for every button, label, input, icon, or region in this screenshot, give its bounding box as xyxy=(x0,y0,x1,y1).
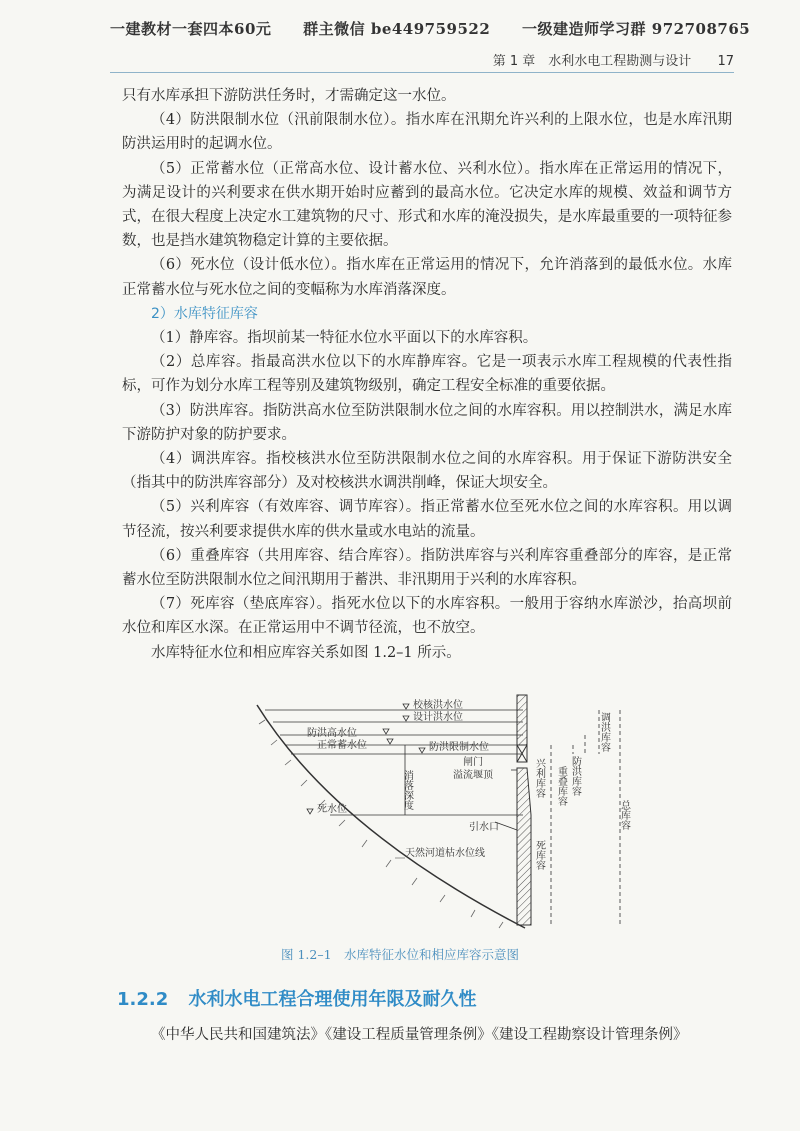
paragraph: 只有水库承担下游防洪任务时，才需确定这一水位。 xyxy=(122,88,456,104)
label-total-storage: 总库容 xyxy=(618,800,630,830)
gate xyxy=(517,745,527,762)
paragraph: （5）正常蓄水位（正常高水位、设计蓄水位、兴利水位）。指水库在正常运用的情况下，为满足设计的兴利要求在供水期开始时应蓄到的最高水位。它决定水库的规模、效益和调节方式，在很大程度上决定水工建筑物的尺寸、形式和水库的淹没损失，是水库最重要的一项特征参数，也是挡水建筑物稳定计算的主要依据。 xyxy=(122,160,732,250)
label-check-flood: 校核洪水位 xyxy=(413,700,463,711)
dam-body xyxy=(517,768,531,925)
paragraph: （2）总库容。指最高洪水位以下的水库静库容。它是一项表示水库工程规模的代表性指标，可作为划分水库工程等别及建筑物级别，确定工程安全标准的重要依据。 xyxy=(122,354,732,395)
label-dead: 死水位 xyxy=(317,804,347,815)
page-number: 17 xyxy=(717,54,734,69)
level-marker xyxy=(419,748,425,753)
paragraph: （7）死库容（垫底库容）。指死水位以下的水库容积。一般用于容纳水库淤沙，抬高坝前水位和库区水深。在正常运用中不调节径流，也不放空。 xyxy=(122,596,732,637)
paragraph: 水库特征水位和相应库容关系如图 1.2–1 所示。 xyxy=(151,644,461,661)
section-number: 1.2.2 xyxy=(117,989,169,1010)
label-flood-high: 防洪高水位 xyxy=(307,728,357,739)
level-marker xyxy=(307,809,313,814)
label-natural-low: 天然河道枯水位线 xyxy=(405,848,485,859)
reservoir-diagram xyxy=(255,690,635,935)
label-spillway: 溢流堰顶 xyxy=(453,770,493,781)
subsection-heading: 2）水库特征库容 xyxy=(151,305,258,322)
paragraph: （4）防洪限制水位（汛前限制水位）。指水库在汛期允许兴利的上限水位，也是水库汛期防洪运用时的起调水位。 xyxy=(122,112,732,153)
paragraph: （4）调洪库容。指校核洪水位至防洪限制水位之间的水库容积。用于保证下游防洪安全（指其中的防洪库容部分）及对校核洪水调洪削峰，保证大坝安全。 xyxy=(122,451,732,492)
label-flood-control: 防洪库容 xyxy=(569,756,581,796)
label-overlap: 重叠库容 xyxy=(555,766,567,806)
label-intake: 引水口 xyxy=(469,822,499,833)
watermark-item: 一级建造师学习群 972708765 xyxy=(522,20,751,38)
label-flood-limit: 防洪限制水位 xyxy=(429,742,489,753)
label-flood-routing: 调洪库容 xyxy=(598,712,610,752)
paragraph: （6）重叠库容（共用库容、结合库容）。指防洪库容与兴利库容重叠部分的库容，是正常蓄水位至防洪限制水位之间汛期用于蓄洪、非汛期用于兴利的水库容积。 xyxy=(122,547,732,589)
label-normal: 正常蓄水位 xyxy=(317,740,367,751)
reservoir-diagram-svg xyxy=(255,690,635,935)
body-text xyxy=(122,84,732,665)
label-drawdown: 消落深度 xyxy=(401,770,413,810)
paragraph: （3）防洪库容。指防洪高水位至防洪限制水位之间的水库容积。用以控制洪水，满足水库下游防护对象的防护要求。 xyxy=(122,402,732,443)
section-title: 水利水电工程合理使用年限及耐久性 xyxy=(188,989,477,1010)
dam-upper xyxy=(517,695,527,745)
paragraph: （6）死水位（设计低水位）。指水库在正常运用的情况下，允许消落到的最低水位。水库正常蓄水位与死水位之间的变幅称为水库消落深度。 xyxy=(122,257,732,298)
paragraph: 《中华人民共和国建筑法》《建设工程质量管理条例》《建设工程勘察设计管理条例》 xyxy=(151,1027,688,1043)
paragraph: （5）兴利库容（有效库容、调节库容）。指正常蓄水位至死水位之间的水库容积。用以调节径流，按兴利要求提供水库的供水量或水电站的流量。 xyxy=(122,499,732,540)
level-marker xyxy=(383,729,389,734)
label-design-flood: 设计洪水位 xyxy=(413,712,463,723)
watermark-banner xyxy=(110,18,776,39)
label-dead-storage: 死库容 xyxy=(533,840,545,870)
paragraph: （1）静库容。指坝前某一特征水位水平面以下的水库容积。 xyxy=(151,330,538,347)
level-marker xyxy=(403,716,409,721)
watermark-item: 一建教材一套四本60元 xyxy=(110,20,272,38)
level-marker xyxy=(387,739,393,744)
chapter-title: 第 1 章 水利水电工程勘测与设计 xyxy=(492,54,692,69)
running-head xyxy=(110,46,734,73)
reservoir-bank xyxy=(257,705,525,928)
level-marker xyxy=(403,704,409,709)
watermark-item: 群主微信 be449759522 xyxy=(303,20,491,38)
section-heading xyxy=(117,985,477,1011)
label-beneficial: 兴利库容 xyxy=(533,758,545,798)
label-gate: 闸门 xyxy=(463,757,483,768)
figure-caption: 图 1.2–1 水库特征水位和相应库容示意图 xyxy=(280,947,520,962)
